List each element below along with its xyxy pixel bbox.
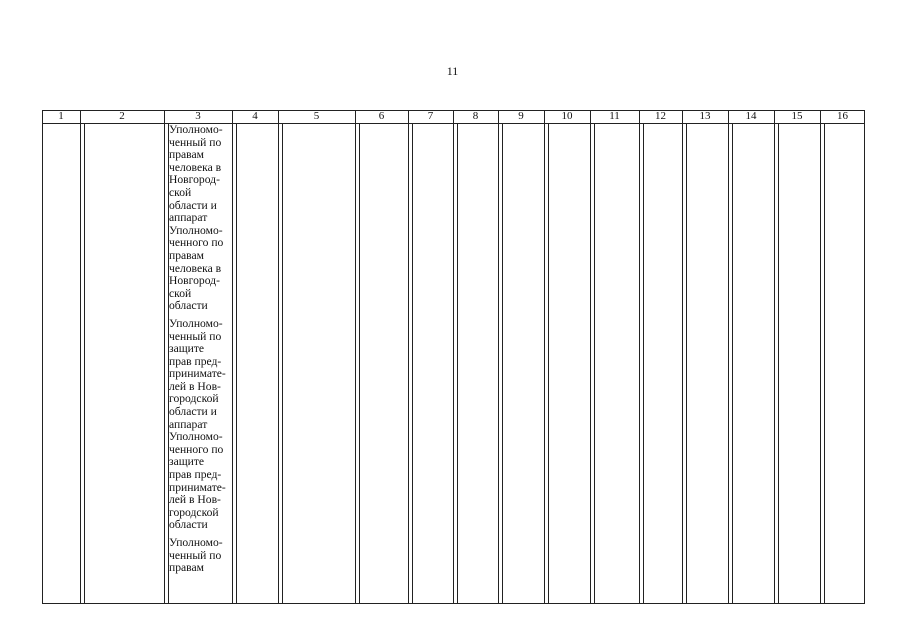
cell-text-line: ченный по bbox=[169, 548, 222, 562]
cell-text-line: Уполномо- bbox=[169, 536, 223, 549]
column-header-4: 4 bbox=[252, 110, 258, 122]
cell-text-line: области и bbox=[169, 405, 217, 419]
column-divider-inner bbox=[282, 124, 283, 604]
cell-text-line: городской bbox=[169, 392, 219, 406]
column-header-2: 2 bbox=[119, 110, 125, 122]
column-3-entry bbox=[169, 318, 226, 532]
data-table bbox=[42, 110, 867, 606]
cell-text-line: человека в bbox=[169, 160, 222, 174]
cell-text-line: прав пред- bbox=[169, 354, 222, 368]
cell-text-line: Уполномо- bbox=[169, 223, 223, 237]
column-divider-inner bbox=[457, 124, 458, 604]
column-divider bbox=[278, 110, 279, 604]
cell-text-line: защите bbox=[169, 342, 205, 356]
cell-text-line: принимате- bbox=[169, 367, 226, 381]
cell-text-line: лей в Нов- bbox=[169, 379, 221, 393]
column-header-16: 16 bbox=[837, 110, 848, 122]
cell-text-line: человека в bbox=[169, 261, 222, 275]
column-divider-inner bbox=[359, 124, 360, 604]
cell-text-line: области и bbox=[169, 198, 217, 212]
column-header-3: 3 bbox=[195, 110, 201, 122]
cell-text-line: области bbox=[169, 518, 208, 532]
cell-text-line: области bbox=[169, 299, 208, 313]
cell-text-line: правам bbox=[169, 248, 204, 262]
column-header-7: 7 bbox=[427, 110, 434, 122]
page-number: 11 bbox=[446, 64, 459, 78]
column-divider bbox=[164, 110, 165, 604]
column-divider-inner bbox=[84, 124, 85, 604]
cell-text-line: ской bbox=[169, 185, 192, 199]
column-divider bbox=[408, 110, 409, 604]
cell-text-line: Уполномо- bbox=[169, 123, 223, 136]
cell-text-line: ченного по bbox=[169, 442, 224, 456]
column-divider-inner bbox=[594, 124, 595, 604]
column-header-12: 12 bbox=[655, 110, 666, 122]
cell-text-line: Новгород- bbox=[169, 173, 220, 187]
column-divider bbox=[590, 110, 591, 604]
column-header-8: 8 bbox=[472, 110, 479, 122]
column-divider-inner bbox=[732, 124, 733, 604]
column-divider bbox=[232, 110, 233, 604]
cell-text-line: аппарат bbox=[169, 211, 208, 225]
column-header-1: 1 bbox=[58, 110, 64, 122]
column-divider-inner bbox=[548, 124, 549, 604]
column-divider bbox=[728, 110, 729, 604]
column-divider-inner bbox=[824, 124, 825, 604]
column-divider bbox=[80, 110, 81, 604]
column-divider bbox=[498, 110, 499, 604]
column-divider bbox=[355, 110, 356, 604]
column-divider-inner bbox=[778, 124, 779, 604]
cell-text-line: ской bbox=[169, 286, 192, 300]
column-divider-inner bbox=[502, 124, 503, 604]
cell-text-line: городской bbox=[169, 505, 219, 519]
column-header-15: 15 bbox=[791, 110, 803, 122]
cell-text-line: аппарат bbox=[169, 417, 208, 431]
column-divider-inner bbox=[236, 124, 237, 604]
column-divider bbox=[820, 110, 821, 604]
cell-text-line: правам bbox=[169, 561, 204, 575]
cell-text-line: Уполномо- bbox=[169, 430, 223, 444]
column-divider bbox=[453, 110, 454, 604]
column-divider bbox=[639, 110, 640, 604]
column-3-body bbox=[169, 124, 226, 580]
column-header-6: 6 bbox=[378, 110, 385, 122]
cell-text-line: Уполномо- bbox=[169, 316, 223, 330]
column-header-11: 11 bbox=[609, 110, 620, 122]
cell-text-line: ченный по bbox=[169, 329, 222, 343]
column-header-14: 14 bbox=[745, 110, 757, 122]
column-divider bbox=[682, 110, 683, 604]
column-divider-inner bbox=[643, 124, 644, 604]
column-divider bbox=[774, 110, 775, 604]
cell-text-line: Новгород- bbox=[169, 274, 220, 288]
column-header-13: 13 bbox=[699, 110, 711, 122]
column-header-5: 5 bbox=[313, 110, 320, 122]
column-header-9: 9 bbox=[518, 110, 524, 122]
column-divider bbox=[544, 110, 545, 604]
cell-text-line: прав пред- bbox=[169, 468, 222, 482]
column-header-10: 10 bbox=[561, 110, 573, 122]
cell-text-line: правам bbox=[169, 148, 204, 162]
cell-text-line: ченного по bbox=[169, 236, 224, 250]
cell-text-line: принимате- bbox=[169, 480, 226, 494]
column-divider-inner bbox=[686, 124, 687, 604]
cell-text-line: лей в Нов- bbox=[169, 493, 221, 507]
column-3-entry bbox=[169, 537, 226, 575]
column-divider-inner bbox=[412, 124, 413, 604]
cell-text-line: защите bbox=[169, 455, 205, 469]
column-3-entry bbox=[169, 124, 226, 313]
cell-text-line: ченный по bbox=[169, 135, 222, 149]
